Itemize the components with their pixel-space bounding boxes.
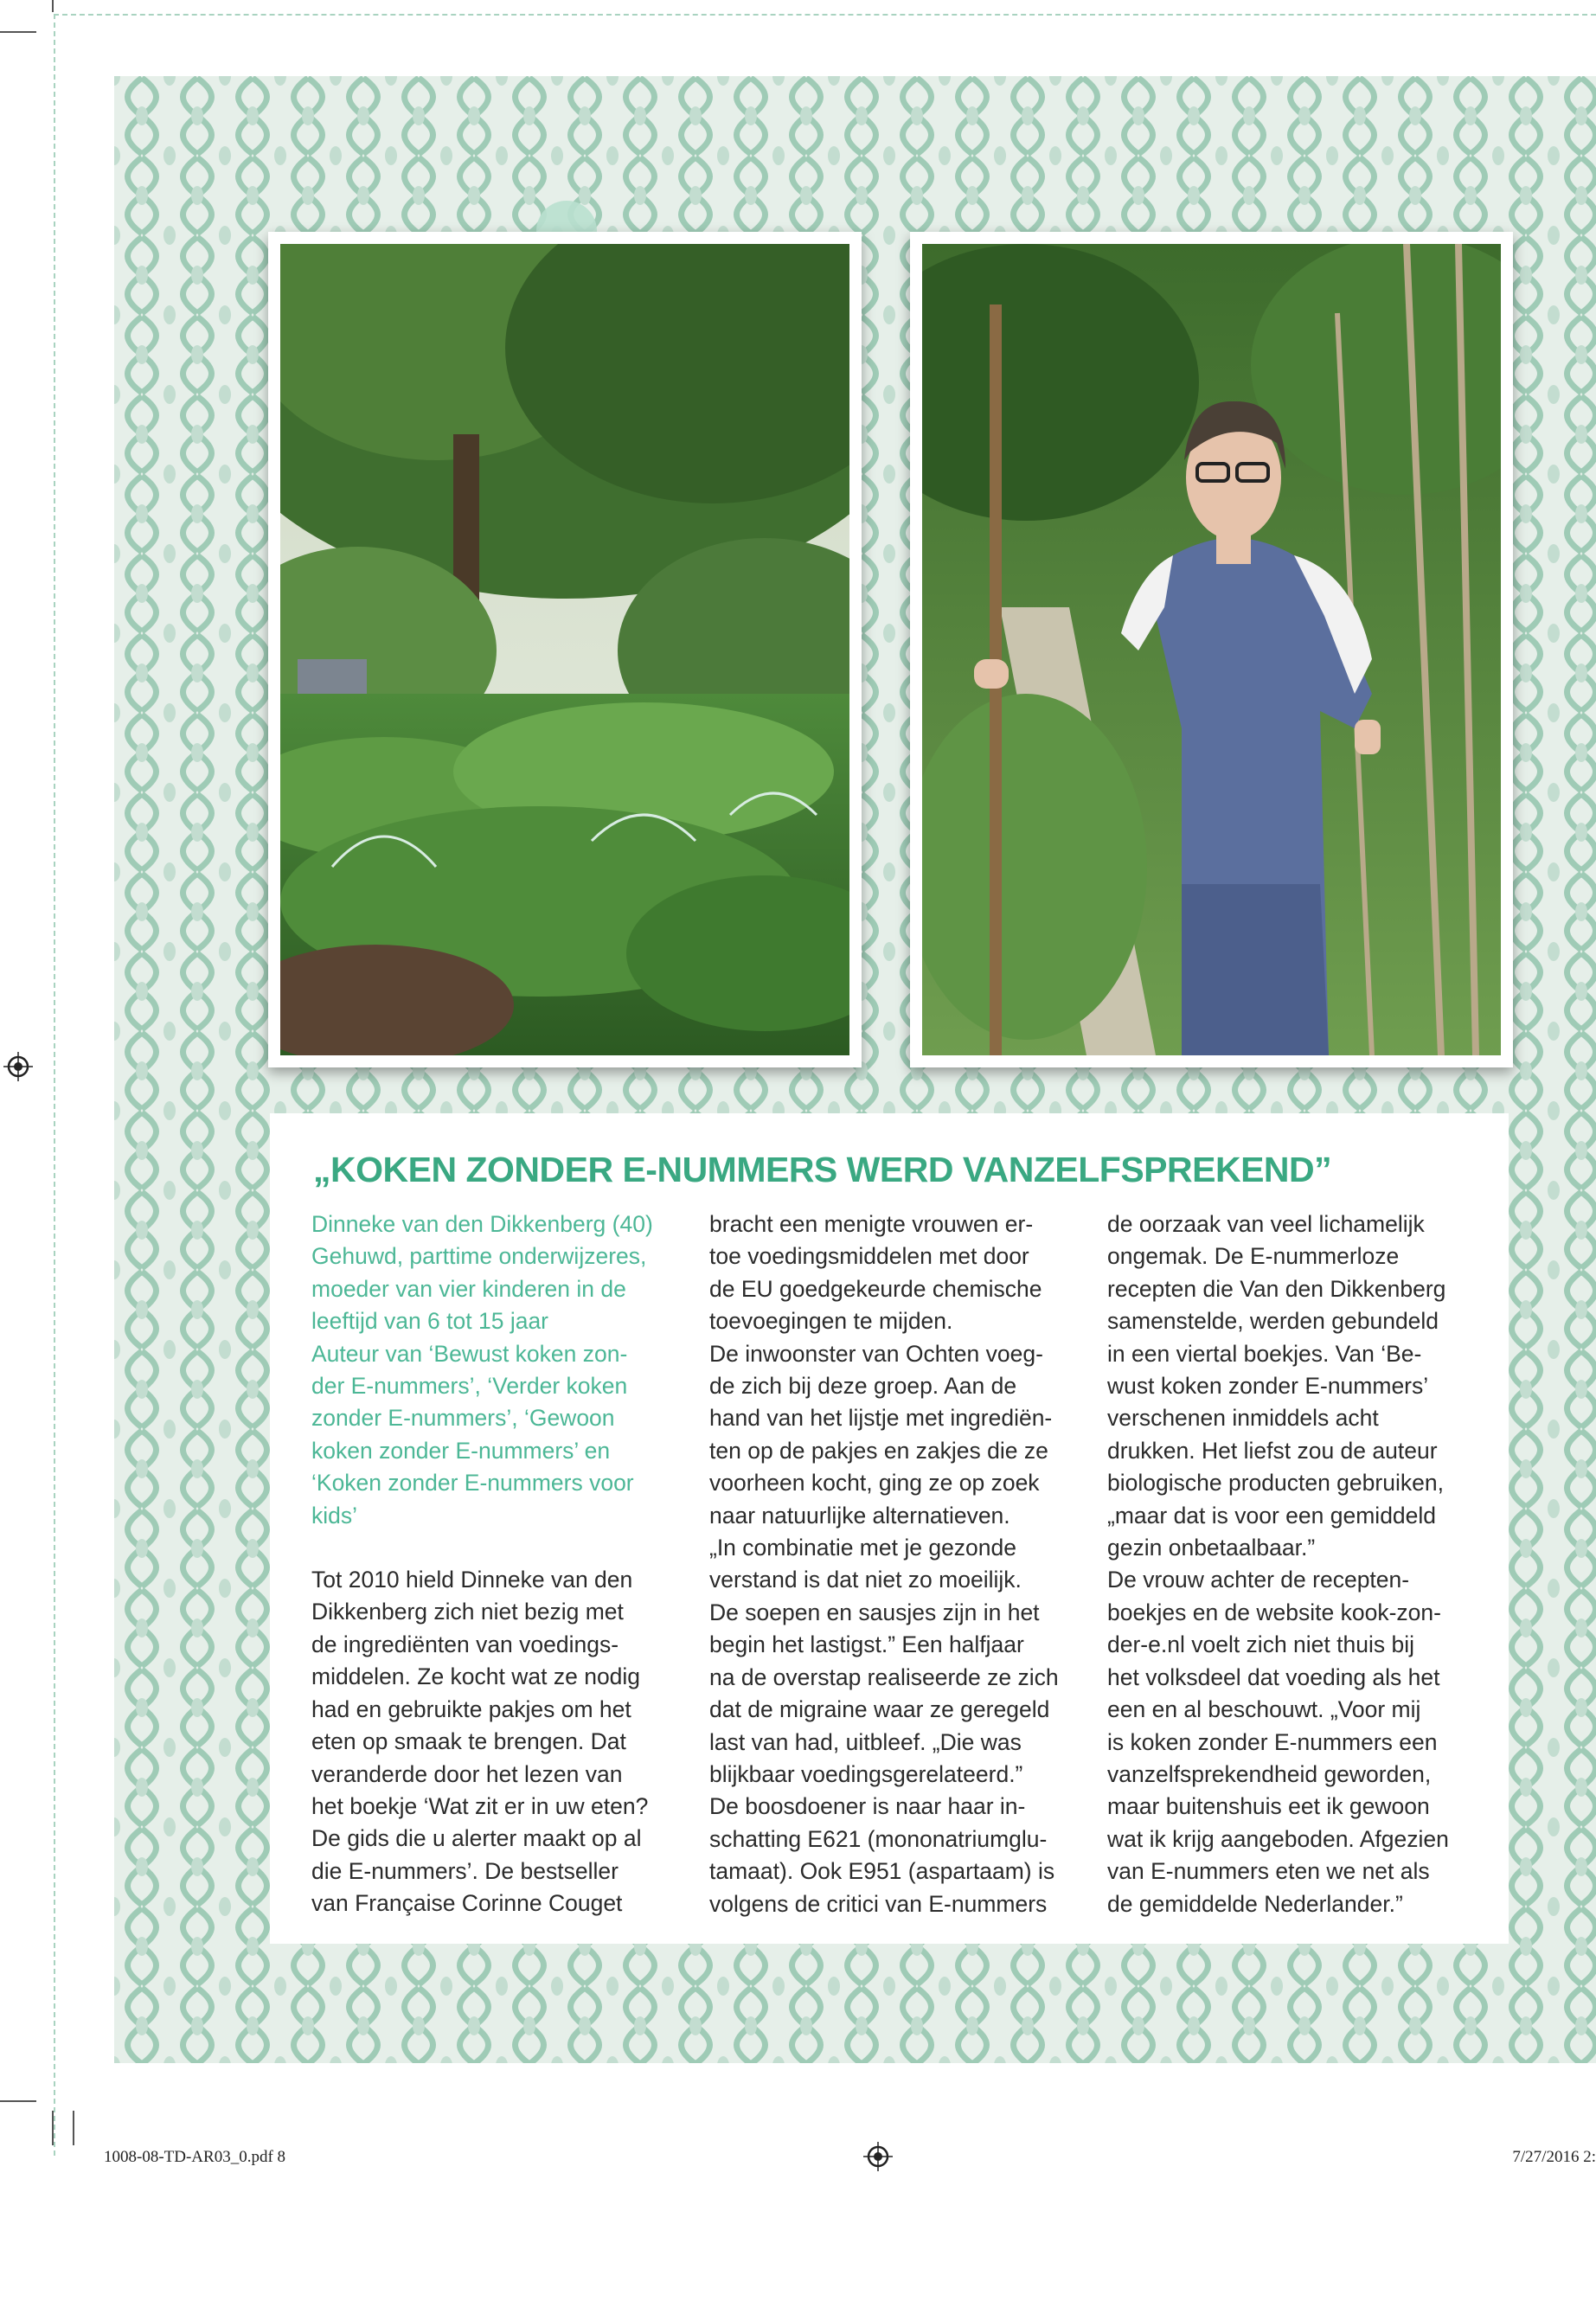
print-slug-date: 7/27/2016 2: (1512, 2148, 1596, 2166)
garden-image (280, 244, 849, 1055)
text-column-2 (709, 1208, 1081, 1920)
photo-garden (268, 232, 862, 1067)
crop-mark (52, 2111, 54, 2145)
registration-mark-icon (863, 2142, 893, 2171)
portrait-image (922, 244, 1501, 1055)
trim-line-left (54, 14, 55, 2156)
body-paragraph: Tot 2010 hield Dinneke van den Dikkenberg zich niet bezig met de ingrediënten van voedings- middelen. Ze kocht wat ze nodig had en gebruikte pakjes om het eten op smaak te brengen. Dat veranderde door het lezen van het boekje ‘Wat zit er in uw eten? De gids die u alerter maakt op al die E-nummers’. De bestseller van Française Corinne Couget (311, 1567, 649, 1917)
crop-mark (0, 2100, 36, 2102)
text-column-3 (1107, 1208, 1479, 1920)
crop-mark (52, 0, 54, 12)
text-column-1 (311, 1208, 683, 1920)
print-slug-filename: 1008-08-TD-AR03_0.pdf 8 (104, 2148, 286, 2166)
body-paragraph: bracht een menigte vrouwen er- toe voedingsmiddelen met door de EU goedgekeurde chemische toevoegingen te mijden. De inwoonster van Ochten voeg- de zich bij deze groep. Aan de hand van het lijstje met ingrediën- ten op de pakjes en zakjes die ze voorheen kocht, ging ze op zoek naar natuurlijke alternatieven. „In combinatie met je gezonde verstand is dat niet zo moeilijk. De soepen en sausjes zijn in het begin het lastigst.” Een halfjaar na de overstap realiseerde ze zich dat de migraine waar ze geregeld last van had, uitbleef. „Die was blijkbaar voedingsgerelateerd.” De boosdoener is naar haar in- schatting E621 (mononatriumglu- tamaat). Ook E951 (aspartaam) is volgens de critici van E-nummers (709, 1211, 1059, 1917)
crop-mark (73, 2111, 74, 2145)
photo-portrait (910, 232, 1513, 1067)
crop-mark (0, 31, 36, 33)
trim-line-top (54, 14, 1596, 16)
author-bio: Dinneke van den Dikkenberg (40) Gehuwd, parttime onderwijzeres, moeder van vier kinderen in de leeftijd van 6 tot 15 jaar Auteur van ‘Bewust koken zon- der E-nummers’, ‘Verder koken zonder E-nummers’, ‘Gewoon koken zonder E-nummers’ en ‘Koken zonder E-nummers voor kids’ (311, 1211, 653, 1529)
body-paragraph: de oorzaak van veel lichamelijk ongemak. De E-nummerloze recepten die Van den Dikkenberg samenstelde, werden gebundeld in een viertal boekjes. Van ‘Be- wust koken zonder E-nummers’ verschenen inmiddels acht drukken. Het liefst zou de auteur biologische producten gebruiken, „maar dat is voor een gemiddeld gezin onbetaalbaar.” De vrouw achter de recepten- boekjes en de website kook-zon- der-e.nl voelt zich niet thuis bij het volksdeel dat voeding als het een en al beschouwt. „Voor mij is koken zonder E-nummers een vanzelfsprekendheid geworden, maar buitenshuis eet ik gewoon wat ik krijg aangeboden. Afgezien van E-nummers eten we net als de gemiddelde Nederlander.” (1107, 1211, 1449, 1917)
registration-mark-icon (3, 1052, 33, 1081)
article-card (270, 1113, 1509, 1944)
article-headline: „KOKEN ZONDER E-NUMMERS WERD VANZELFSPREKEND” (313, 1150, 1332, 1189)
